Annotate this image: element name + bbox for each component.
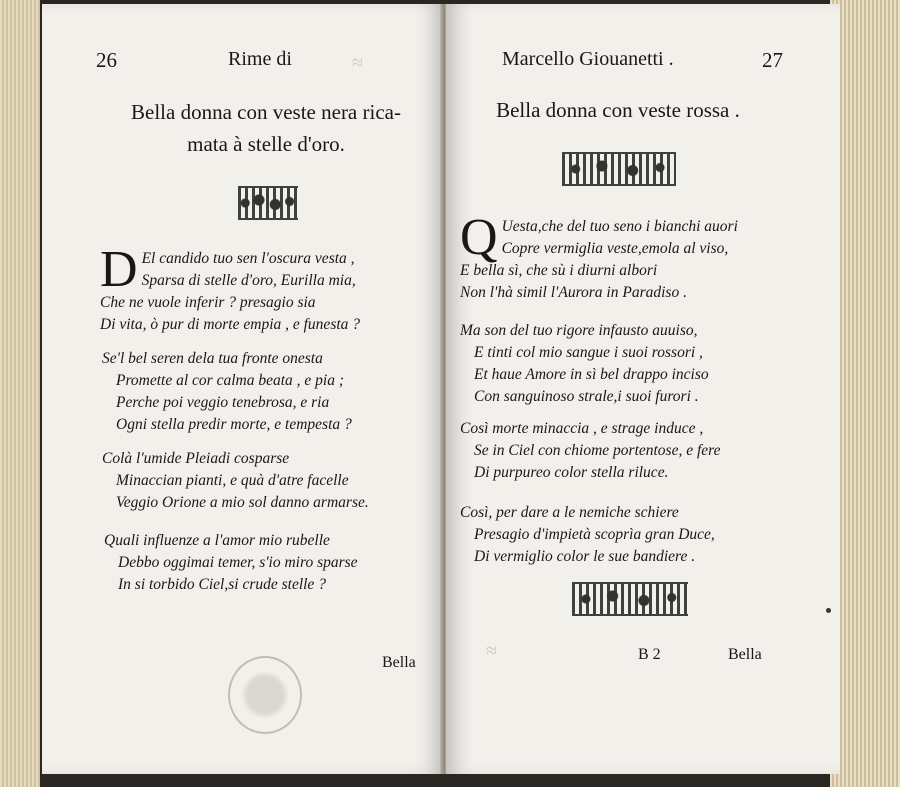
right-catchword: Bella xyxy=(728,646,762,663)
verse-line: Promette al cor calma beata , e pia ; xyxy=(116,372,344,389)
verse-line: Di purpureo color stella riluce. xyxy=(474,464,669,481)
verse-line: Presagio d'impietà scoprìa gran Duce, xyxy=(474,526,715,543)
ornament-icon xyxy=(238,186,298,220)
left-stanza-1 xyxy=(100,241,361,336)
library-stamp-icon xyxy=(228,656,302,734)
verse-line: E bella sì, che sù i diurni albori xyxy=(460,262,658,279)
verse-line: Di vermiglio color le sue bandiere . xyxy=(474,548,696,565)
left-poem-title xyxy=(98,96,434,160)
verse-line: Et haue Amore in sì bel drappo inciso xyxy=(474,366,709,383)
verse-line: Copre vermiglia veste,emola al viso, xyxy=(501,240,729,257)
verse-line: Se in Ciel con chiome portentose, e fere xyxy=(474,442,721,459)
left-catchword: Bella xyxy=(382,654,416,671)
page-spot xyxy=(826,608,831,613)
verse-line: Che ne vuole inferir ? presagio sia xyxy=(100,294,316,311)
left-page-edges xyxy=(0,0,40,787)
right-poem-title: Bella donna con veste rossa . xyxy=(496,98,740,122)
verse-line: Sparsa di stelle d'oro, Eurilla mia, xyxy=(141,272,356,289)
verse-line: Quali influenze a l'amor mio rubelle xyxy=(104,532,330,549)
right-stanza-4 xyxy=(460,502,715,568)
left-drop-cap: D xyxy=(100,241,138,298)
verse-line: Così, per dare a le nemiche schiere xyxy=(460,504,679,521)
verse-line: Ma son del tuo rigore infausto auuiso, xyxy=(460,322,698,339)
show-through-text: ≈ xyxy=(486,640,497,662)
right-stanza-2 xyxy=(460,320,709,408)
verse-line: Di vita, ò pur di morte empia , e funesta ? xyxy=(100,316,361,333)
left-stanza-3 xyxy=(102,448,369,514)
verse-line: Così morte minaccia , e strage induce , xyxy=(460,420,704,437)
left-stanza-2 xyxy=(102,348,352,436)
right-running-head: Marcello Giouanetti . xyxy=(502,48,674,70)
verse-line: Ogni stella predir morte, e tempesta ? xyxy=(116,416,352,433)
verse-line: E tinti col mio sangue i suoi rossori , xyxy=(474,344,703,361)
ornament-icon xyxy=(572,582,688,616)
verse-line: Veggio Orione a mio sol danno armarse. xyxy=(116,494,369,511)
right-page-edges xyxy=(830,0,900,787)
right-drop-cap: Q xyxy=(460,209,498,266)
left-running-head: Rime di xyxy=(228,48,292,70)
left-title-line-1: Bella donna con veste nera rica- xyxy=(131,100,401,124)
verse-line: El candido tuo sen l'oscura vesta , xyxy=(141,250,355,267)
verse-line: In si torbido Ciel,si crude stelle ? xyxy=(118,576,326,593)
verse-line: Uesta,che del tuo seno i bianchi auori xyxy=(501,218,738,235)
right-page xyxy=(446,4,840,774)
verse-line: Debbo oggimai temer, s'io miro sparse xyxy=(118,554,358,571)
verse-line: Se'l bel seren dela tua fronte onesta xyxy=(102,350,323,367)
right-stanza-1 xyxy=(460,209,738,304)
verse-line: Minaccian pianti, e quà d'atre facelle xyxy=(116,472,349,489)
left-page-number: 26 xyxy=(96,48,117,72)
left-page xyxy=(42,4,444,774)
verse-line: Perche poi veggio tenebrosa, e ria xyxy=(116,394,330,411)
verse-line: Non l'hà simil l'Aurora in Paradiso . xyxy=(460,284,687,301)
signature-mark: B 2 xyxy=(638,646,661,663)
ornament-icon xyxy=(562,152,676,186)
left-stanza-4 xyxy=(104,530,358,596)
verse-line: Con sanguinoso strale,i suoi furori . xyxy=(474,388,699,405)
verse-line: Colà l'umide Pleiadi cosparse xyxy=(102,450,290,467)
right-page-number: 27 xyxy=(762,48,783,72)
left-title-line-2: mata à stelle d'oro. xyxy=(187,132,345,156)
show-through-text: ≈ xyxy=(352,52,363,74)
right-stanza-3 xyxy=(460,418,721,484)
